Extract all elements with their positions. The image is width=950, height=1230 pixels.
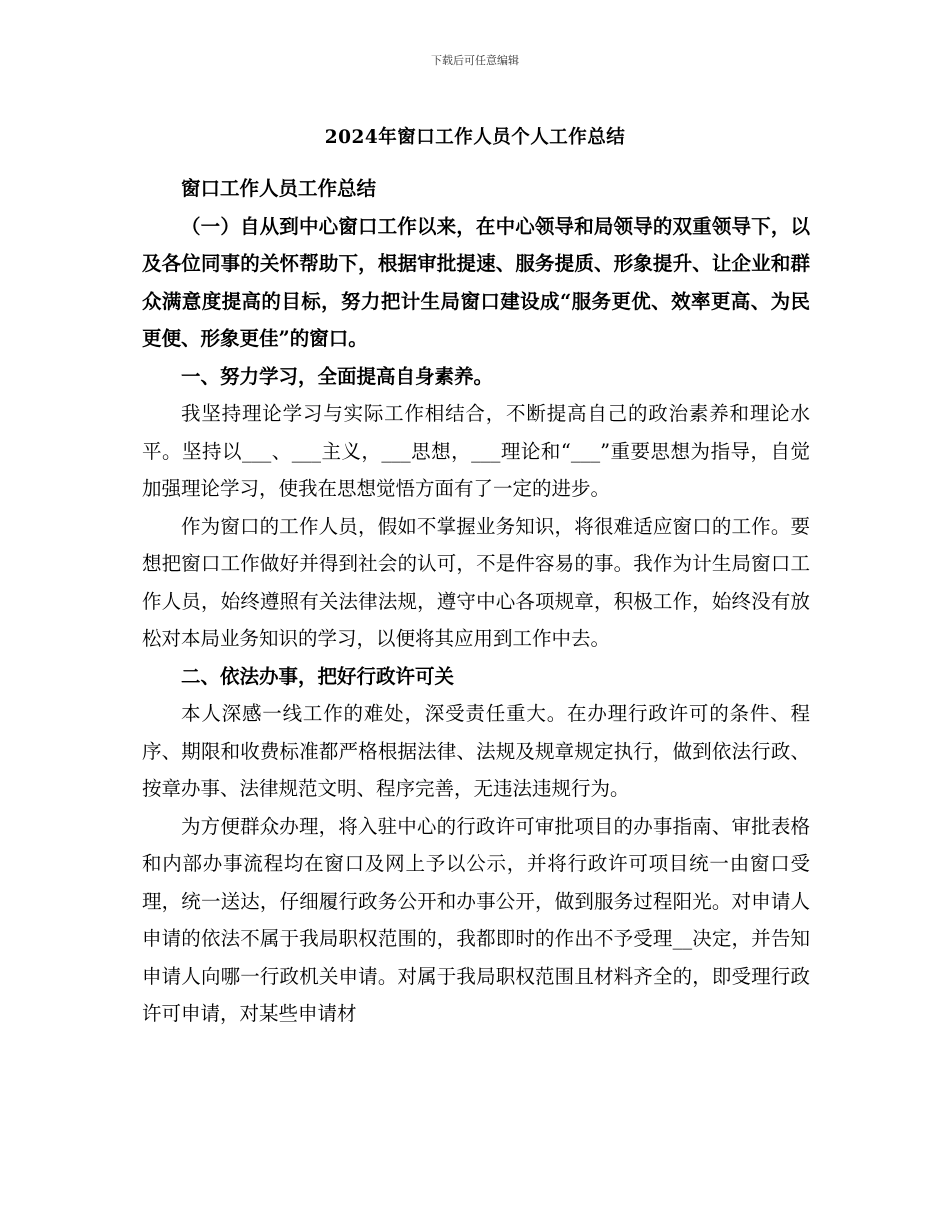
body-paragraph: 本人深感一线工作的难处，深受责任重大。在办理行政许可的条件、程序、期限和收费标准都严格根据法律、法规及规章规定执行，做到依法行政、按章办事、法律规范文明、程序完善，无违法违规行为。 (142, 702, 810, 800)
body-paragraph: 作为窗口的工作人员，假如不掌握业务知识，将很难适应窗口的工作。要想把窗口工作做好并得到社会的认可，不是件容易的事。我作为计生局窗口工作人员，始终遵照有关法律法规，遵守中心各项规章，积极工作，始终没有放松对本局业务知识的学习，以便将其应用到工作中去。 (142, 514, 810, 650)
intro-paragraph: （一）自从到中心窗口工作以来，在中心领导和局领导的双重领导下，以及各位同事的关怀帮助下，根据审批提速、服务提质、形象提升、让企业和群众满意度提高的目标，努力把计生局窗口建设成“服务更优、效率更高、为民更便、形象更佳”的窗口。 (142, 214, 810, 350)
document-title: 2024年窗口工作人员个人工作总结 (324, 127, 626, 148)
document-body (142, 170, 810, 1033)
body-paragraph: 为方便群众办理，将入驻中心的行政许可审批项目的办事指南、审批表格和内部办事流程均在窗口及网上予以公示，并将行政许可项目统一由窗口受理，统一送达，仔细履行政务公开和办事公开，做到服务过程阳光。对申请人申请的依法不属于我局职权范围的，我都即时的作出不予受理__决定，并告知申请人向哪一行政机关申请。对属于我局职权范围且材料齐全的，即受理行政许可申请，对某些申请材 (142, 814, 810, 1025)
section-heading-1: 一、努力学习，全面提高自身素养。 (181, 364, 494, 388)
subtitle-paragraph: 窗口工作人员工作总结 (181, 177, 377, 200)
page-header-note: 下载后可任意编辑 (431, 54, 519, 67)
section-heading-2: 二、依法办事，把好行政许可关 (181, 664, 455, 688)
body-paragraph: 我坚持理论学习与实际工作相结合，不断提高自己的政治素养和理论水平。坚持以___、___主义，___思想，___理论和“___”重要思想为指导，自觉加强理论学习，使我在思想觉悟方面有了一定的进步。 (142, 402, 810, 500)
